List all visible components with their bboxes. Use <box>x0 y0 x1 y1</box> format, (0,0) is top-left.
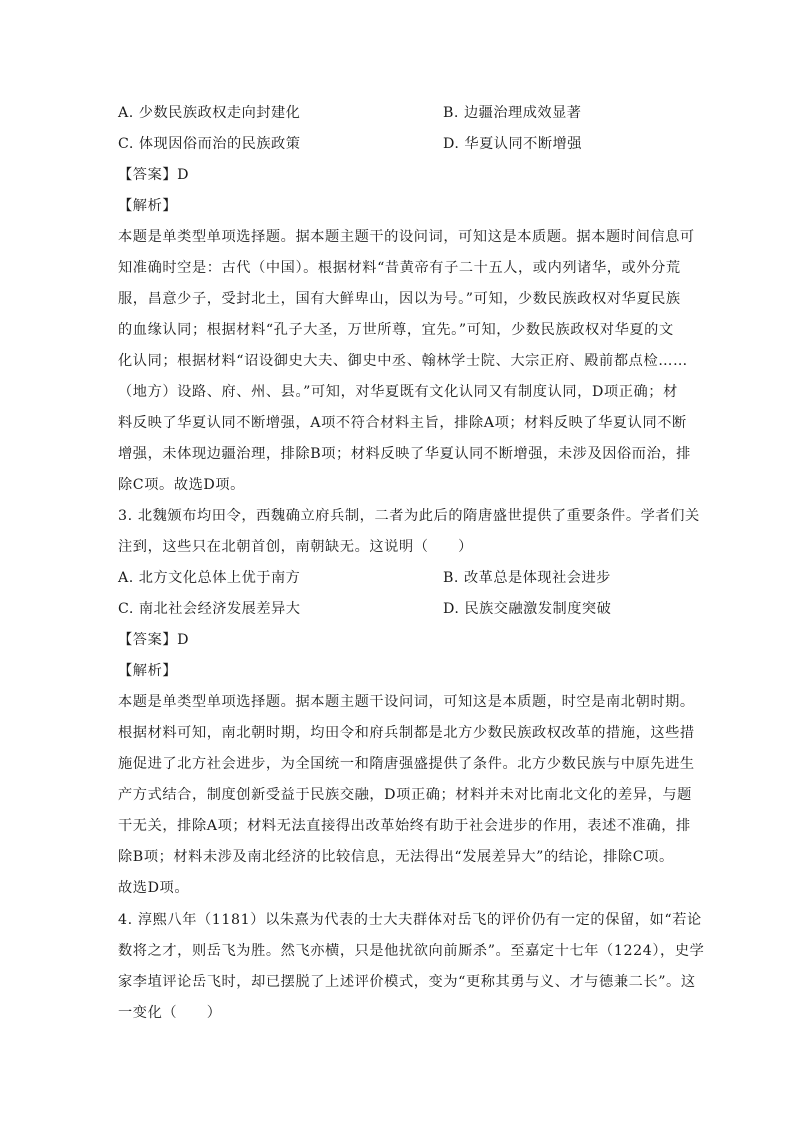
q3-option-d: D. 民族交融激发制度突破 <box>443 601 612 617</box>
q3-analysis-line: 施促进了北方社会进步，为全国统一和隋唐强盛提供了条件。北方少数民族与中原先进生 <box>118 756 695 772</box>
q4-stem-line: 一变化（ ） <box>118 1005 222 1021</box>
q3-analysis-line: 产方式结合，制度创新受益于民族交融，D项正确；材料并未对比南北文化的差异，与题 <box>118 787 692 803</box>
q3-option-b: B. 改革总是体现社会进步 <box>443 570 611 586</box>
q4-stem-line: 家李埴评论岳飞时，却已摆脱了上述评价模式，变为“更称其勇与义、才与德兼二长”。这 <box>118 974 696 990</box>
q3-analysis-line: 本题是单类型单项选择题。据本题主题干设问词，可知这是本质题，时空是南北朝时期。 <box>118 694 695 710</box>
q2-analysis-line: 增强，未体现边疆治理，排除B项；材料反映了华夏认同不断增强，未涉及因俗而治，排 <box>118 446 691 462</box>
q2-option-a: A. 少数民族政权走向封建化 <box>118 105 301 121</box>
q2-analysis-line: 知准确时空是：古代（中国）。根据材料“昔黄帝有子二十五人，或内列诸华，或外分荒 <box>118 260 681 276</box>
q2-option-d: D. 华夏认同不断增强 <box>443 136 582 152</box>
q3-option-a: A. 北方文化总体上优于南方 <box>118 570 301 586</box>
q2-analysis-line: 的血缘认同；根据材料“孔子大圣，万世所尊，宜先。”可知，少数民族政权对华夏的文 <box>118 322 674 338</box>
q2-option-b: B. 边疆治理成效显著 <box>443 105 582 121</box>
q2-analysis-label: 【解析】 <box>118 198 178 214</box>
q3-analysis-label: 【解析】 <box>118 663 178 679</box>
q3-analysis-line: 故选D项。 <box>118 880 190 896</box>
q3-analysis-line: 除B项；材料未涉及南北经济的比较信息，无法得出“发展差异大”的结论，排除C项。 <box>118 849 674 865</box>
q2-answer: 【答案】D <box>118 167 190 183</box>
q3-analysis-line: 根据材料可知，南北朝时期，均田令和府兵制都是北方少数民族政权改革的措施，这些措 <box>118 725 695 741</box>
q2-analysis-line: 除C项。故选D项。 <box>118 477 245 493</box>
q2-option-c: C. 体现因俗而治的民族政策 <box>118 136 301 152</box>
q3-answer: 【答案】D <box>118 632 190 648</box>
q2-analysis-line: （地方）设路、府、州、县。”可知，对华夏既有文化认同又有制度认同，D项正确；材 <box>118 384 678 400</box>
q3-stem-line: 注到，这些只在北朝首创，南朝缺无。这说明（ ） <box>118 539 473 555</box>
q2-analysis-line: 本题是单类型单项选择题。据本题主题干的设问词，可知这是本质题。据本题时间信息可 <box>118 229 695 245</box>
q3-stem-line: 3. 北魏颁布均田令，西魏确立府兵制，二者为此后的隋唐盛世提供了重要条件。学者们关 <box>118 508 700 524</box>
q3-option-c: C. 南北社会经济发展差异大 <box>118 601 301 617</box>
q2-analysis-line: 料反映了华夏认同不断增强，A项不符合材料主旨，排除A项；材料反映了华夏认同不断 <box>118 415 687 431</box>
q2-analysis-line: 化认同；根据材料“诏设御史大夫、御史中丞、翰林学士院、大宗正府、殿前都点检…… <box>118 353 688 369</box>
q3-analysis-line: 干无关，排除A项；材料无法直接得出改革始终有助于社会进步的作用，表述不准确，排 <box>118 818 691 834</box>
q2-analysis-line: 服，昌意少子，受封北土，国有大鲜卑山，因以为号。”可知，少数民族政权对华夏民族 <box>118 291 681 307</box>
q4-stem-line: 数将之才，则岳飞为胜。然飞亦横，只是他扰欲向前厮杀”。至嘉定十七年（1224），史学 <box>118 943 705 959</box>
q4-stem-line: 4. 淳熙八年（1181）以朱熹为代表的士大夫群体对岳飞的评价仍有一定的保留，如“若论 <box>118 912 702 928</box>
